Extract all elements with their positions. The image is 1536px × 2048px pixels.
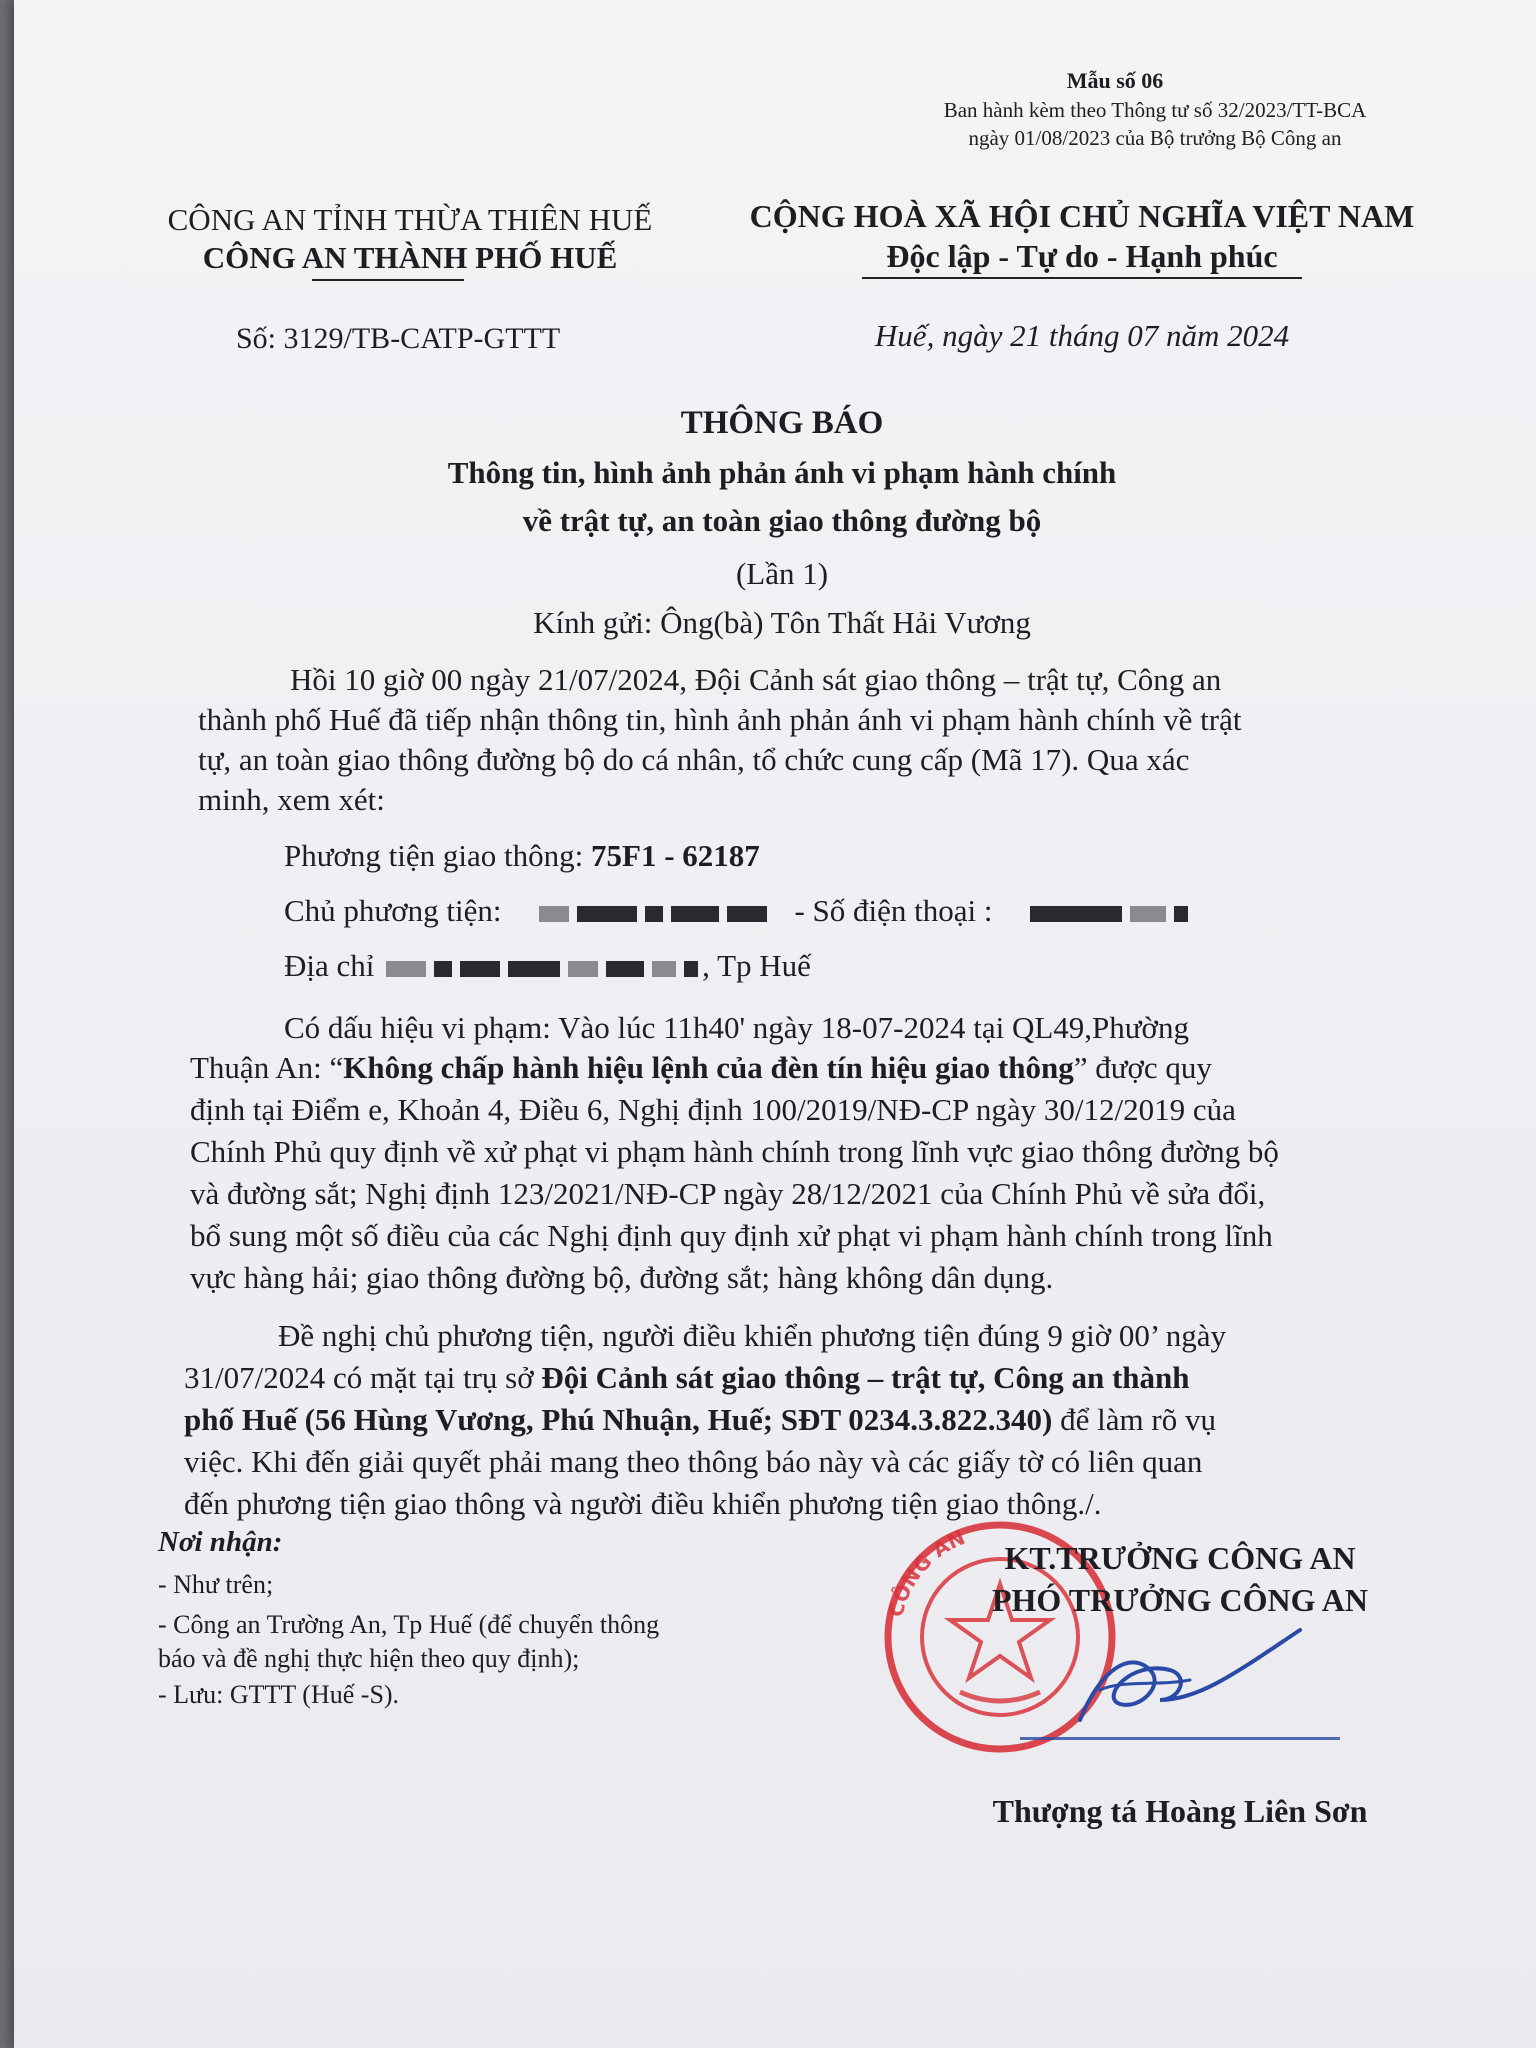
owner-label: Chủ phương tiện: [284, 893, 502, 928]
document-subtitle-2: về trật tự, an toàn giao thông đường bộ [522, 503, 1042, 538]
para2-line2-prefix: Thuận An: “ [190, 1050, 344, 1085]
para2-line2-suffix: ” được quy [1073, 1050, 1212, 1085]
document-title: THÔNG BÁO [680, 405, 884, 441]
owner-line [284, 893, 1192, 929]
agency-name: CÔNG AN THÀNH PHỐ HUẾ [202, 240, 618, 275]
redacted-owner-1 [539, 906, 569, 922]
vehicle-line [284, 838, 760, 874]
motto-underline [862, 277, 1302, 279]
address-tail: , Tp Huế [702, 948, 811, 983]
signer-name: Thượng tá Hoàng Liên Sơn [992, 1793, 1368, 1829]
vehicle-label: Phương tiện giao thông: [284, 838, 592, 873]
phone-label: - Số điện thoại : [794, 893, 993, 928]
recipient-item-2a: - Công an Trường An, Tp Huế (để chuyển thông [158, 1610, 660, 1639]
recipient-item-1: - Như trên; [158, 1570, 274, 1599]
redacted-owner-3 [645, 906, 663, 922]
para2-line2 [190, 1050, 1212, 1086]
recipient-item-2b: báo và đề nghị thực hiện theo quy định); [158, 1644, 580, 1673]
redacted-phone-3 [1174, 906, 1188, 922]
agency-parent: CÔNG AN TỈNH THỪA THIÊN HUẾ [167, 202, 653, 237]
para3-line3 [184, 1402, 1216, 1438]
signature-stroke-line [1020, 1737, 1340, 1740]
para3-line2-prefix: 31/07/2024 có mặt tại trụ sở [184, 1360, 542, 1395]
agency-underline [312, 279, 464, 281]
document-date: Huế, ngày 21 tháng 07 năm 2024 [874, 318, 1290, 353]
para1-line3: tự, an toàn giao thông đường bộ do cá nhân, tổ chức cung cấp (Mã 17). Qua xác [198, 742, 1190, 777]
nation-motto: Độc lập - Tự do - Hạnh phúc [886, 238, 1278, 274]
redacted-owner-5 [727, 906, 767, 922]
recipient-item-3: - Lưu: GTTT (Huế -S). [158, 1680, 400, 1709]
para2-line7: vực hàng hải; giao thông đường bộ, đường sắt; hàng không dân dụng. [190, 1260, 1054, 1295]
violation-description: Không chấp hành hiệu lệnh của đèn tín hiệu giao thông [343, 1050, 1074, 1085]
para3-line4: việc. Khi đến giải quyết phải mang theo thông báo này và các giấy tờ có liên quan [184, 1444, 1203, 1479]
signer-role-2: PHÓ TRƯỞNG CÔNG AN [991, 1582, 1368, 1618]
redacted-owner-2 [577, 906, 637, 922]
vehicle-plate: 75F1 - 62187 [591, 838, 760, 873]
redacted-phone-1 [1030, 906, 1122, 922]
para3-line3-suffix: để làm rõ vụ [1052, 1402, 1216, 1437]
para1-line2: thành phố Huế đã tiếp nhận thông tin, hình ảnh phản ánh vi phạm hành chính về trật [198, 702, 1242, 737]
para3-line5: đến phương tiện giao thông và người điều khiển phương tiện giao thông./. [184, 1486, 1102, 1521]
recipients-heading: Nơi nhận: [158, 1526, 283, 1558]
para3-line2 [184, 1360, 1190, 1396]
address-line [284, 948, 811, 984]
redacted-address-7 [652, 961, 676, 977]
para2-line4: Chính Phủ quy định về xử phạt vi phạm hành chính trong lĩnh vực giao thông đường bộ [190, 1134, 1279, 1169]
signer-role-1: KT.TRƯỞNG CÔNG AN [1004, 1540, 1356, 1576]
redacted-address-2 [434, 961, 452, 977]
form-date-line: ngày 01/08/2023 của Bộ trưởng Bộ Công an [968, 126, 1342, 150]
para2-line5: và đường sắt; Nghị định 123/2021/NĐ-CP ngày 28/12/2021 của Chính Phủ về sửa đổi, [190, 1176, 1266, 1211]
address-label: Địa chỉ [284, 948, 375, 983]
handwritten-signature [1060, 1600, 1320, 1750]
form-issued-line: Ban hành kèm theo Thông tư số 32/2023/TT-BCA [943, 98, 1367, 122]
para2-line6: bổ sung một số điều của các Nghị định quy định xử phạt vi phạm hành chính trong lĩnh [190, 1218, 1273, 1253]
redacted-phone-2 [1130, 906, 1166, 922]
redacted-address-8 [684, 961, 698, 977]
office-name-part1: Đội Cảnh sát giao thông – trật tự, Công an thành [541, 1360, 1190, 1395]
document-number: Số: 3129/TB-CATP-GTTT [236, 322, 561, 355]
para2-line3: định tại Điểm e, Khoản 4, Điều 6, Nghị định 100/2019/NĐ-CP ngày 30/12/2019 của [190, 1092, 1236, 1127]
redacted-address-5 [568, 961, 598, 977]
nation-name: CỘNG HOÀ XÃ HỘI CHỦ NGHĨA VIỆT NAM [749, 198, 1415, 234]
office-address: phố Huế (56 Hùng Vương, Phú Nhuận, Huế; SĐT 0234.3.822.340) [184, 1402, 1053, 1437]
notice-round: (Lần 1) [735, 556, 829, 591]
para3-line1: Đề nghị chủ phương tiện, người điều khiển phương tiện đúng 9 giờ 00’ ngày [278, 1318, 1226, 1353]
form-number: Mẫu số 06 [1066, 68, 1164, 93]
seal-text: CÔNG AN [883, 1525, 969, 1620]
redacted-address-6 [606, 961, 644, 977]
recipient-line: Kính gửi: Ông(bà) Tôn Thất Hải Vương [533, 605, 1031, 640]
redacted-owner-4 [671, 906, 719, 922]
para2-line1: Có dấu hiệu vi phạm: Vào lúc 11h40' ngày 18-07-2024 tại QL49,Phường [284, 1010, 1189, 1045]
redacted-address-3 [460, 961, 500, 977]
redacted-address-1 [386, 961, 426, 977]
redacted-address-4 [508, 961, 560, 977]
para1-line4: minh, xem xét: [198, 782, 385, 817]
para1-line1: Hồi 10 giờ 00 ngày 21/07/2024, Đội Cảnh sát giao thông – trật tự, Công an [290, 662, 1222, 697]
document-subtitle-1: Thông tin, hình ảnh phản ánh vi phạm hành chính [447, 455, 1117, 490]
